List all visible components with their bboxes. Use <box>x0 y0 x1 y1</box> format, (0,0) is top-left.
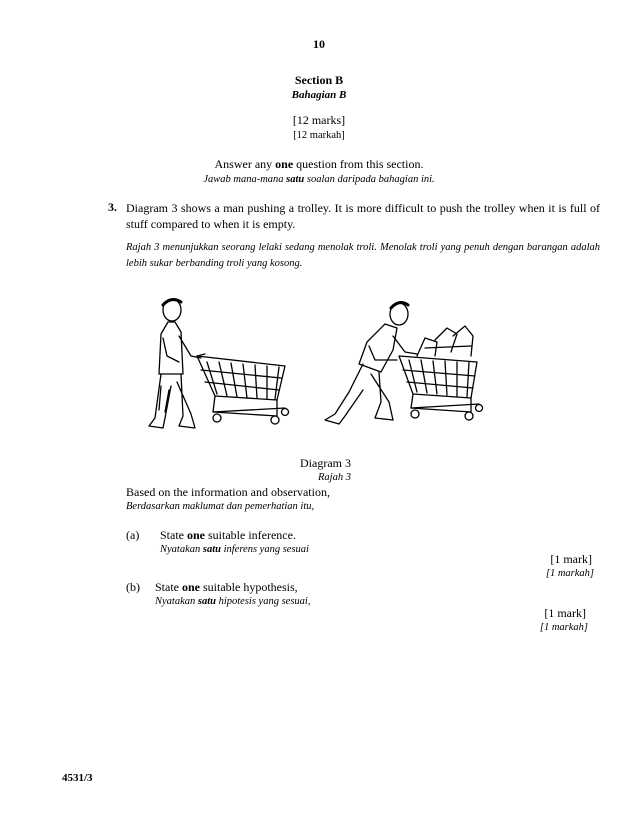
footer-paper-code: 4531/3 <box>62 772 93 784</box>
lead-text: Based on the information and observation, <box>126 485 330 499</box>
part-b-marks-ms: [1 markah] <box>539 622 588 633</box>
man-full-trolley-figure <box>325 303 417 424</box>
part-b-text: State one suitable hypothesis, <box>155 580 298 594</box>
figure-label-ms: Rajah 3 <box>318 472 351 483</box>
question-stem-ms: Rajah 3 menunjukkan seorang lelaki sedang menolak troli. Menolak troli yang penuh dengan barangan adalah lebih sukar berbanding troli yang kosong. <box>126 242 600 269</box>
part-a-label: (a) <box>126 528 140 542</box>
section-marks-ms: [12 markah] <box>293 130 345 141</box>
part-a-marks: [1 mark] <box>550 552 592 566</box>
section-marks: [12 marks] <box>292 113 346 127</box>
section-title: Section B <box>294 73 344 87</box>
man-empty-trolley-figure <box>149 299 201 428</box>
question-number: 3. <box>108 200 117 214</box>
full-trolley-figure <box>399 326 483 420</box>
empty-trolley-figure <box>197 354 289 424</box>
question-stem: Diagram 3 shows a man pushing a trolley. It is more difficult to push the trolley when it is full of stuff compared to when it is empty. <box>126 201 600 231</box>
instruction: Answer any one question from this section. <box>214 157 424 171</box>
instruction-ms: Jawab mana-mana satu soalan daripada bahagian ini. <box>203 174 435 185</box>
part-a-text-ms: Nyatakan satu inferens yang sesuai <box>160 544 309 555</box>
page-number: 10 <box>313 37 325 51</box>
section-title-ms: Bahagian B <box>291 89 347 101</box>
diagram-3-figure <box>135 290 495 440</box>
figure-label: Diagram 3 <box>300 456 351 470</box>
part-b-label: (b) <box>126 580 140 594</box>
part-b-marks: [1 mark] <box>544 606 586 620</box>
part-a-marks-ms: [1 markah] <box>545 568 594 579</box>
part-b-text-ms: Nyatakan satu hipotesis yang sesuai, <box>155 596 311 607</box>
lead-text-ms: Berdasarkan maklumat dan pemerhatian itu, <box>126 501 315 512</box>
part-a-text: State one suitable inference. <box>160 528 296 542</box>
